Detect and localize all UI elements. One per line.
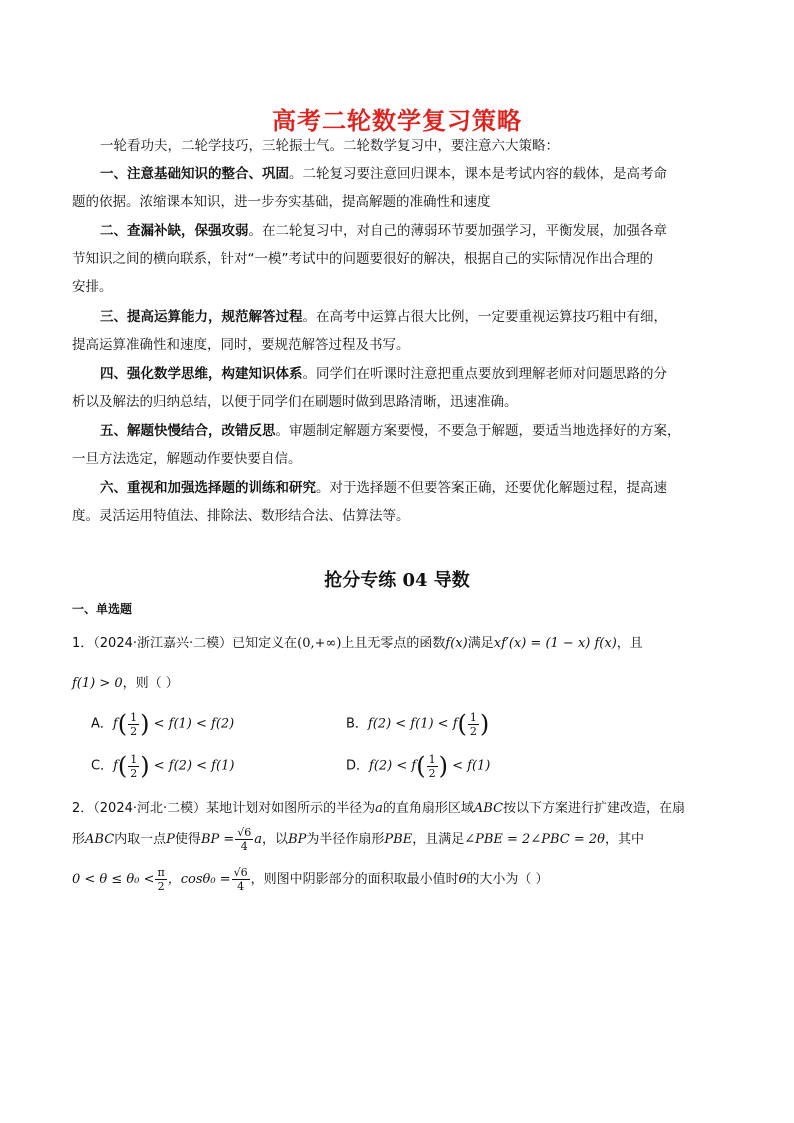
q2-radius: a <box>375 801 383 816</box>
strategy-5-text2: 一旦方法选定，解题动作要快要自信。 <box>72 451 302 467</box>
section-subtitle: 抢分专练 04 导数 <box>324 570 470 591</box>
q2-point-p: P <box>166 832 175 847</box>
strategy-2-heading: 二、查漏补缺，保强攻弱 <box>100 223 249 239</box>
option-c-num: 1 <box>130 752 138 766</box>
question-2-line1 <box>72 797 732 816</box>
strategy-3-heading: 三、提高运算能力，规范解答过程 <box>100 309 303 325</box>
option-d-rest: < f(1) <box>447 758 491 774</box>
q1-mid: 上且无零点的函数 <box>341 636 446 651</box>
strategy-4-text: 。同学们在听课时注意把重点要放到理解老师对问题思路的分 <box>302 366 667 382</box>
option-c[interactable]: C．f( $\frac{1}{2}$ ) < f(2) < f(1) <box>91 752 235 780</box>
q1-interval: (0,+∞) <box>297 636 342 651</box>
option-a-num: 1 <box>130 710 138 724</box>
question-1-line1 <box>72 632 732 651</box>
strategy-6-heading: 六、重视和加强选择题的训练和研究 <box>100 480 316 496</box>
q2-bp-a: a <box>254 832 263 847</box>
option-b[interactable]: B．f(2) < f(1) < f( $\frac{1}{2}$ ) <box>346 710 490 738</box>
strategy-6-text: 。对于选择题不但要答案正确，还要优化解题过程，提高速 <box>316 480 667 496</box>
option-a-label: A． <box>91 716 113 732</box>
strategy-2-text2: 节知识之间的横向联系，针对“一模”考试中的问题要很好的解决，根据自己的实际情况作出合理的 <box>72 251 653 267</box>
q2-cos-fraction <box>232 866 250 893</box>
strategy-4-text2: 析以及解法的归纳总结，以便于同学们在刷题时做到思路清晰，迅速准确。 <box>72 394 518 410</box>
q2-line1a: 2．（2024·河北·二模）某地计划对如图所示的半径为 <box>72 801 376 816</box>
q2-line2b: 内取一点 <box>114 832 167 847</box>
strategy-4 <box>72 360 732 416</box>
q1-equation: xf′(x) = (1 − x) f(x) <box>493 636 617 651</box>
q2-line2d: ，以 <box>262 832 289 847</box>
strategy-2-text: 。在二轮复习中，对自己的薄弱环节要加强学习，平衡发展，加强各章 <box>248 223 667 239</box>
q2-line3: ，则图中阴影部分的面积取最小值时 <box>250 872 459 887</box>
intro-paragraph <box>72 132 732 160</box>
q2-line1b: 的直角扇形区域 <box>382 801 474 816</box>
q2-angle: ∠PBE = 2∠PBC = 2θ <box>464 832 605 847</box>
option-d-pre: f(2) < f <box>369 758 417 774</box>
q2-line2f: ，且满足 <box>412 832 465 847</box>
option-b-pre: f(2) < f(1) < f <box>367 716 458 732</box>
option-b-fraction <box>468 711 479 738</box>
section-heading: 一、单选题 <box>72 602 133 616</box>
q2-line2e: 为半径作扇形 <box>306 832 385 847</box>
option-a-rest: < f(1) < f(2) <box>149 716 235 732</box>
option-a-den: 2 <box>130 724 138 738</box>
strategy-1-heading: 一、注意基础知识的整合、巩固 <box>100 166 289 182</box>
strategy-5 <box>72 417 732 473</box>
option-c-fraction <box>128 753 139 780</box>
strategy-6-text2: 度。灵活运用特值法、排除法、数形结合法、估算法等。 <box>72 508 410 524</box>
option-b-num: 1 <box>469 710 477 724</box>
strategy-6 <box>72 474 732 530</box>
q1-prefix: 1．（2024·浙江嘉兴·二模）已知定义在 <box>72 636 298 651</box>
q2-abc-2: ABC <box>85 832 115 847</box>
q2-bp-label: BP <box>288 832 307 847</box>
option-c-label: C． <box>91 758 114 774</box>
question-2-line3 <box>72 866 732 893</box>
question-2-line2 <box>72 826 732 853</box>
option-d-den: 2 <box>428 766 436 780</box>
question-1-line2 <box>72 672 732 691</box>
q2-bp-eq: BP = <box>200 832 235 847</box>
q2-cos-den: 4 <box>237 880 245 893</box>
q2-bp-den: 4 <box>240 840 248 853</box>
q2-pi-fraction <box>155 866 166 893</box>
q2-pi-num: π <box>157 866 165 879</box>
option-c-rest: < f(2) < f(1) <box>149 758 235 774</box>
q2-line2g: ，其中 <box>604 832 644 847</box>
q1-end: ，且 <box>616 636 643 651</box>
q2-bp-num: √6 <box>237 826 252 839</box>
q2-line2a: 形 <box>72 832 86 847</box>
strategy-5-text: 。审题制定解题方案要慢，不要急于解题，要适当地选择好的方案， <box>275 423 681 439</box>
option-a-pre: f <box>112 716 118 732</box>
option-c-pre: f <box>113 758 118 774</box>
q1-mid2: 满足 <box>467 636 494 651</box>
q2-line1c: 按以下方案进行扩建改造，在扇 <box>503 801 686 816</box>
q2-inequality: 0 < θ ≤ θ₀ < <box>72 872 155 887</box>
option-d[interactable]: D．f(2) < f( $\frac{1}{2}$ ) < f(1) <box>346 752 491 780</box>
option-b-den: 2 <box>469 724 477 738</box>
strategy-1 <box>72 160 732 216</box>
strategy-3-text2: 提高运算准确性和速度，同时，要规范解答过程及书写。 <box>72 337 410 353</box>
q2-theta: θ <box>458 872 467 887</box>
option-a-fraction <box>128 711 139 738</box>
option-d-fraction <box>427 753 438 780</box>
strategy-2 <box>72 217 732 301</box>
intro-text: 一轮看功夫，二轮学技巧，三轮振士气。二轮数学复习中，要注意六大策略： <box>100 138 559 154</box>
option-b-label: B． <box>346 716 368 732</box>
q2-abc: ABC <box>473 801 504 816</box>
q2-pi-den: 2 <box>157 880 165 893</box>
strategy-1-text2: 题的依据。浓缩课本知识，进一步夯实基础，提高解题的准确性和速度 <box>72 194 491 210</box>
option-d-num: 1 <box>428 752 436 766</box>
strategy-4-heading: 四、强化数学思维，构建知识体系 <box>100 366 303 382</box>
strategy-1-text: 。二轮复习要注意回归课本，课本是考试内容的载体，是高考命 <box>289 166 667 182</box>
q2-bp-fraction <box>235 826 253 853</box>
option-d-label: D． <box>346 758 370 774</box>
page-title: 高考二轮数学复习策略 <box>272 107 522 135</box>
option-a[interactable]: A．f( $\frac{1}{2}$ ) < f(1) < f(2) <box>91 710 235 738</box>
strategy-3 <box>72 303 732 359</box>
option-c-den: 2 <box>130 766 138 780</box>
strategy-5-heading: 五、解题快慢结合，改错反思 <box>100 423 276 439</box>
q1-condition: f(1) > 0 <box>72 676 123 691</box>
strategy-2-text3: 安排。 <box>72 279 113 295</box>
q1-condition-end: ，则（ ） <box>122 676 179 691</box>
q1-fx: f(x) <box>445 636 468 651</box>
q2-line2c: 使得 <box>174 832 201 847</box>
q2-line3b: 的大小为（ ） <box>466 872 549 887</box>
q2-pbe: PBE <box>384 832 413 847</box>
strategy-3-text: 。在高考中运算占很大比例，一定要重视运算技巧粗中有细， <box>302 309 667 325</box>
q2-cos: ，cosθ₀ = <box>167 872 231 887</box>
q2-cos-num: √6 <box>233 866 248 879</box>
